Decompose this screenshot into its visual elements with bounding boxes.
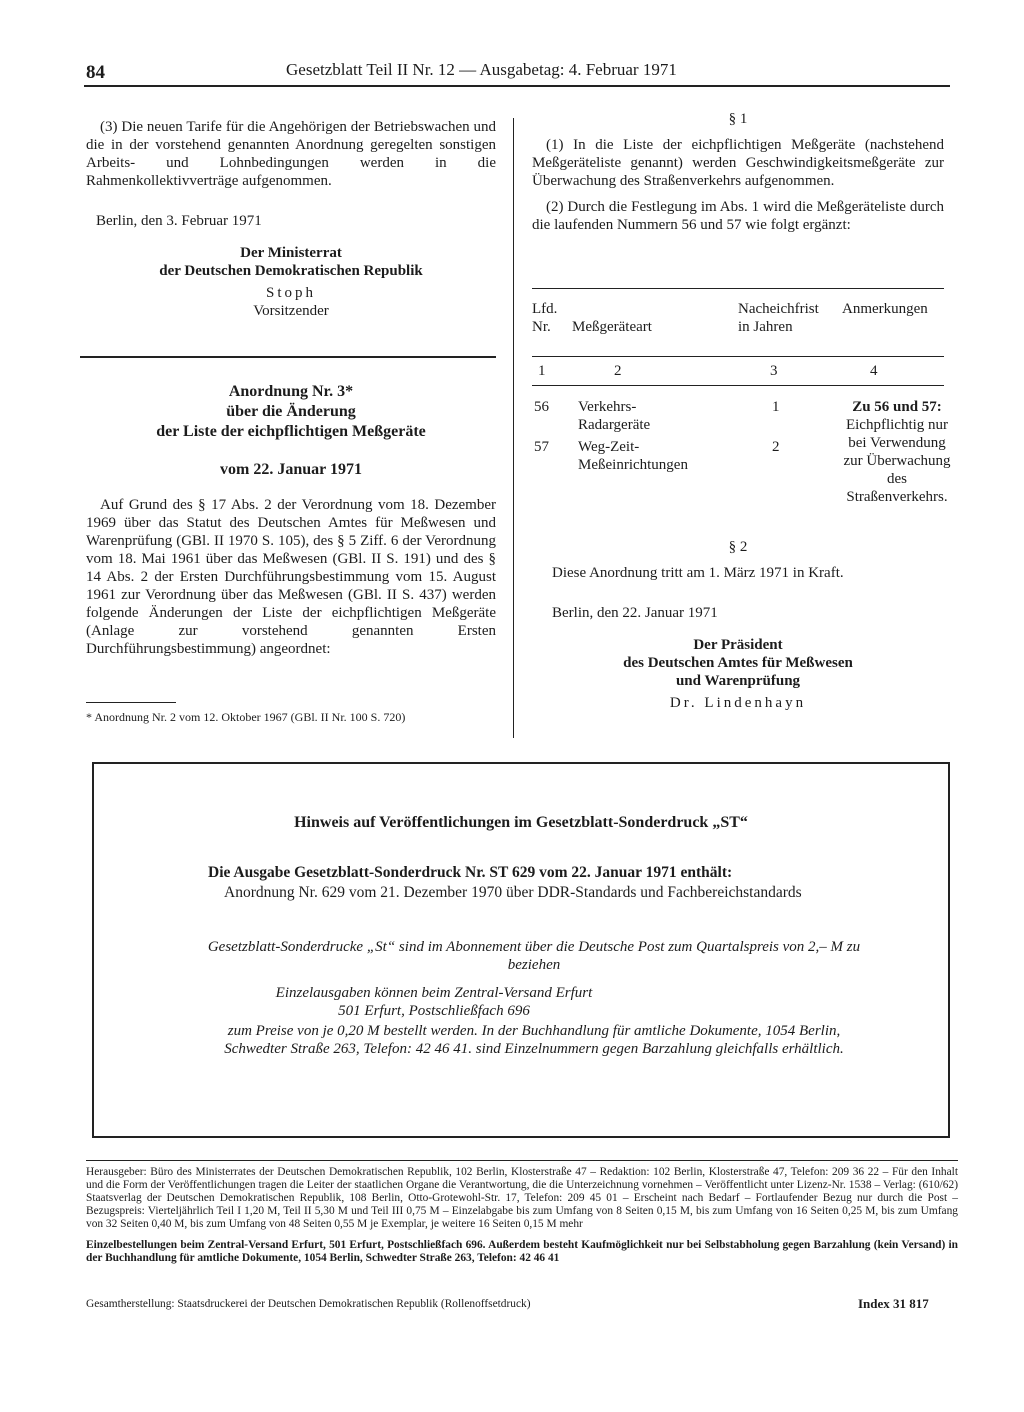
order-title-2: über die Änderung — [226, 403, 356, 420]
notice-content: Anordnung Nr. 629 vom 21. Dezember 1970 über DDR-Standards und Fachbereichstandards — [224, 884, 802, 901]
right-place-date: Berlin, den 22. Januar 1971 — [552, 605, 718, 621]
table-header-rule — [532, 356, 944, 357]
header-anmerkungen: Anmerkungen — [842, 301, 928, 317]
header-messgeraeteart: Meßgeräteart — [572, 319, 652, 335]
remark-text: Eichpflichtig nur bei Verwendung zur Überwachung des Straßenverkehrs. — [843, 417, 951, 505]
imprint-rule — [86, 1160, 958, 1161]
imprint-publisher: Herausgeber: Büro des Ministerrates der Deutschen Demokratischen Republik, 102 Berlin, Klosterstraße 47 – Redaktion: 102 Berlin, Klosterstraße 47, Telefon: 209 36 22 – Für den Inhalt und die Form der Veröffentlichungen tragen die Leiter der staatlichen Organe die Verantwortung, die die Unterzeichnung vornehmen – Veröffentlicht unter Lizenz-Nr. 1538 – Verlag: (610/62) Staatsverlag der Deutschen Demokratischen Republik, 108 Berlin, Otto-Grotewohl-Str. 17, Telefon: 209 45 01 – Erscheint nach Bedarf – Fortlaufender Bezug nur durch die Post – Bezugspreis: Vierteljährlich Teil I 1,20 M, Teil II 5,30 M und Teil III 0,75 M – Einzelabgabe bis zum Umfang von 8 Seiten 0,15 M, bis zum Umfang von 16 Seiten 0,25 M, bis zum Umfang von 32 Seiten 0,40 M, bis zum Umfang von 48 Seiten 0,55 M je Exemplar, je weitere 16 Seiten 0,15 M mehr — [86, 1166, 958, 1230]
col-number-2: 2 — [614, 363, 622, 379]
table-top-rule — [532, 288, 944, 289]
section-2-heading: § 2 — [728, 539, 748, 555]
col-number-4: 4 — [870, 363, 878, 379]
table-remark — [842, 398, 952, 506]
section-1-para-2: (2) Durch die Festlegung im Abs. 1 wird die Meßgeräteliste durch die laufenden Nummern 56 und 57 wie folgt ergänzt: — [532, 199, 944, 233]
table-header — [532, 300, 944, 352]
order-block — [86, 382, 496, 658]
section-1-para-1: (1) In die Liste der eichpflichtigen Meßgeräte (nachstehend Meßgeräteliste genannt) werden Geschwindigkeitsmeßgeräte zur Überwachung des Straßenverkehrs aufgenommen. — [532, 137, 944, 189]
left-authority-line1: Der Ministerrat — [240, 245, 342, 261]
imprint-printer: Gesamtherstellung: Staatsdruckerei der Deutschen Demokratischen Republik (Rollenoffsetdruck) — [86, 1298, 531, 1310]
notice-single-line1: Einzelausgaben können beim Zentral-Versand Erfurt — [275, 985, 593, 1001]
footnote: * Anordnung Nr. 2 vom 12. Oktober 1967 (GBl. II Nr. 100 S. 720) — [86, 710, 406, 724]
row-57-nr: 57 — [534, 439, 549, 455]
right-signer: Dr. Lindenhayn — [669, 695, 807, 711]
section-2-block — [532, 538, 944, 712]
imprint — [86, 1166, 958, 1265]
order-title-3: der Liste der eichpflichtigen Meßgeräte — [156, 423, 426, 440]
imprint-index: Index 31 817 — [858, 1296, 929, 1311]
col-number-1: 1 — [538, 363, 546, 379]
row-56-frist: 1 — [772, 399, 780, 415]
right-authority-line3: und Warenprüfung — [675, 673, 801, 689]
left-place-date: Berlin, den 3. Februar 1971 — [96, 213, 262, 229]
section-1-heading: § 1 — [728, 111, 748, 127]
column-divider — [513, 118, 514, 738]
imprint-orders: Einzelbestellungen beim Zentral-Versand Erfurt, 501 Erfurt, Postschließfach 696. Außerdem besteht Kaufmöglichkeit nur bei Selbstabholung gegen Barzahlung (kein Versand) in der Buchhandlung für amtliche Dokumente, 1054 Berlin, Schwedter Straße 263, Telefon: 42 46 41 — [86, 1239, 958, 1264]
table-number-rule — [532, 385, 944, 386]
row-57-frist: 2 — [772, 439, 780, 455]
header-rule — [84, 85, 950, 87]
col-number-3: 3 — [770, 363, 778, 379]
left-authority-line2: der Deutschen Demokratischen Republik — [159, 263, 423, 279]
right-column — [532, 110, 944, 234]
row-57-art: Weg-Zeit-Meßeinrichtungen — [578, 439, 688, 473]
row-56-art: Verkehrs-Radargeräte — [578, 399, 651, 433]
notice-price: zum Preise von je 0,20 M bestellt werden. In der Buchhandlung für amtliche Dokumente, 1054 Berlin, Schwedter Straße 263, Telefon: 42 46 41. sind Einzelnummern gegen Barzahlung gleichfalls erhältlich. — [224, 1023, 844, 1057]
running-head: Gesetzblatt Teil II Nr. 12 — Ausgabetag: 4. Februar 1971 — [286, 60, 677, 79]
page-number: 84 — [86, 62, 105, 83]
notice-box — [92, 762, 950, 1138]
notice-subscription: Gesetzblatt-Sonderdrucke „St“ sind im Abonnement über die Deutsche Post zum Quartalspreis von 2,– M zu beziehen — [207, 939, 861, 973]
table-row — [532, 398, 832, 438]
left-signer-title: Vorsitzender — [253, 303, 329, 319]
table-row — [532, 438, 832, 478]
right-authority-line1: Der Präsident — [693, 637, 783, 653]
order-preamble: Auf Grund des § 17 Abs. 2 der Verordnung vom 18. Dezember 1969 über das Statut des Deutschen Amtes für Meßwesen und Warenprüfung (GBl. II 1970 S. 105), des § 5 Ziff. 6 der Verordnung vom 18. Mai 1961 über das Meßwesen (GBl. II S. 191) und des § 14 Abs. 2 der Ersten Durchführungsbestimmung vom 15. August 1961 zur Verordnung über das Meßwesen (GBl. II S. 437) werden folgende Änderungen der Liste der eichpflichtigen Meßgeräte (Anlage zur vorstehend genannten Ersten Durchführungsbestimmung) angeordnet: — [86, 497, 496, 657]
notice-issue-line: Die Ausgabe Gesetzblatt-Sonderdruck Nr. ST 629 vom 22. Januar 1971 enthält: — [208, 864, 733, 881]
header-nacheichfrist: Nacheichfrist in Jahren — [738, 301, 819, 335]
remark-label: Zu 56 und 57: — [852, 399, 942, 415]
row-56-nr: 56 — [534, 399, 549, 415]
notice-title: Hinweis auf Veröffentlichungen im Gesetzblatt-Sonderdruck „ST“ — [294, 814, 748, 831]
left-column — [86, 118, 496, 320]
section-rule — [80, 356, 496, 358]
footnote-rule — [86, 702, 176, 703]
paragraph-3: (3) Die neuen Tarife für die Angehörigen der Betriebswachen und die in der vorstehend genannten Anordnung geregelten sonstigen Arbeits- und Lohnbedingungen werden in die Rahmenkollektivverträge aufgenommen. — [86, 119, 496, 189]
table-col-numbers — [532, 362, 944, 380]
right-authority-line2: des Deutschen Amtes für Meßwesen — [623, 655, 853, 671]
notice-single-line2: 501 Erfurt, Postschließfach 696 — [338, 1003, 530, 1019]
order-date: vom 22. Januar 1971 — [220, 461, 362, 478]
section-2-text: Diese Anordnung tritt am 1. März 1971 in Kraft. — [552, 565, 844, 581]
left-signer-name: Stoph — [265, 285, 316, 301]
order-title-1: Anordnung Nr. 3* — [228, 383, 354, 400]
header-lfd-nr: Lfd. Nr. — [532, 301, 558, 335]
